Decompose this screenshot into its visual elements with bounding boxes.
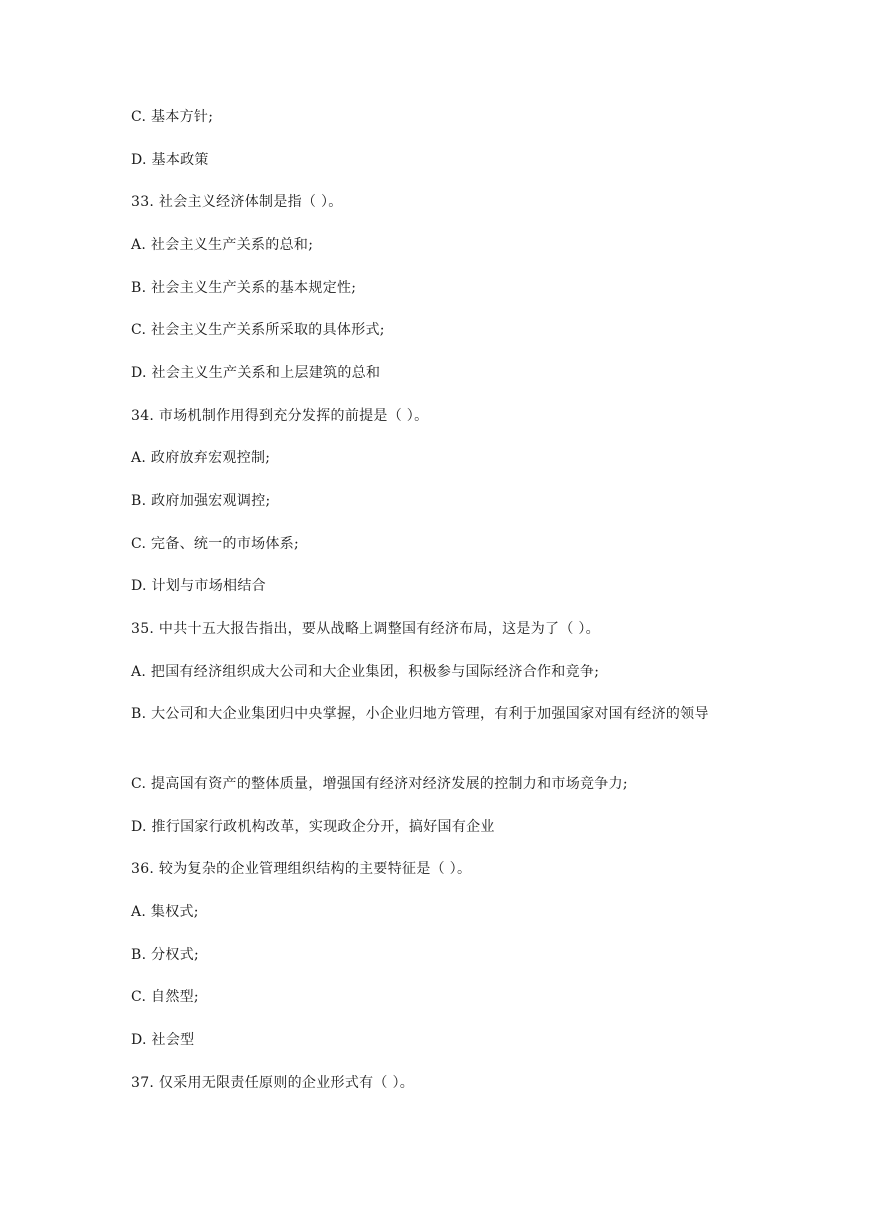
option-33-c: C. 社会主义生产关系所采取的具体形式; — [131, 322, 385, 338]
question-36: 36. 较为复杂的企业管理组织结构的主要特征是（ ）。 — [131, 861, 472, 877]
option-35-d: D. 推行国家行政机构改革，实现政企分开，搞好国有企业 — [131, 819, 495, 835]
question-35: 35. 中共十五大报告指出，要从战略上调整国有经济布局，这是为了（ ）。 — [131, 621, 600, 637]
option-36-a: A. 集权式; — [131, 904, 199, 920]
question-33: 33. 社会主义经济体制是指（ ）。 — [131, 194, 343, 210]
option-33-d: D. 社会主义生产关系和上层建筑的总和 — [131, 365, 381, 381]
option-32-c: C. 基本方针; — [131, 109, 214, 125]
option-34-b: B. 政府加强宏观调控; — [131, 493, 271, 509]
option-34-d: D. 计划与市场相结合 — [131, 578, 266, 594]
option-36-c: C. 自然型; — [131, 989, 199, 1005]
option-34-a: A. 政府放弃宏观控制; — [131, 450, 271, 466]
option-36-b: B. 分权式; — [131, 947, 200, 963]
option-36-d: D. 社会型 — [131, 1032, 195, 1048]
option-35-a: A. 把国有经济组织成大公司和大企业集团，积极参与国际经济合作和竞争; — [131, 664, 600, 680]
option-35-b: B. 大公司和大企业集团归中央掌握，小企业归地方管理，有利于加强国家对国有经济的领导 — [131, 706, 709, 722]
question-34: 34. 市场机制作用得到充分发挥的前提是（ ）。 — [131, 408, 429, 424]
option-34-c: C. 完备、统一的市场体系; — [131, 536, 300, 552]
option-33-b: B. 社会主义生产关系的基本规定性; — [131, 280, 357, 296]
option-32-d: D. 基本政策 — [131, 152, 209, 168]
question-37: 37. 仅采用无限责任原则的企业形式有（ ）。 — [131, 1075, 415, 1091]
option-35-c: C. 提高国有资产的整体质量，增强国有经济对经济发展的控制力和市场竞争力; — [131, 776, 628, 792]
option-33-a: A. 社会主义生产关系的总和; — [131, 237, 314, 253]
